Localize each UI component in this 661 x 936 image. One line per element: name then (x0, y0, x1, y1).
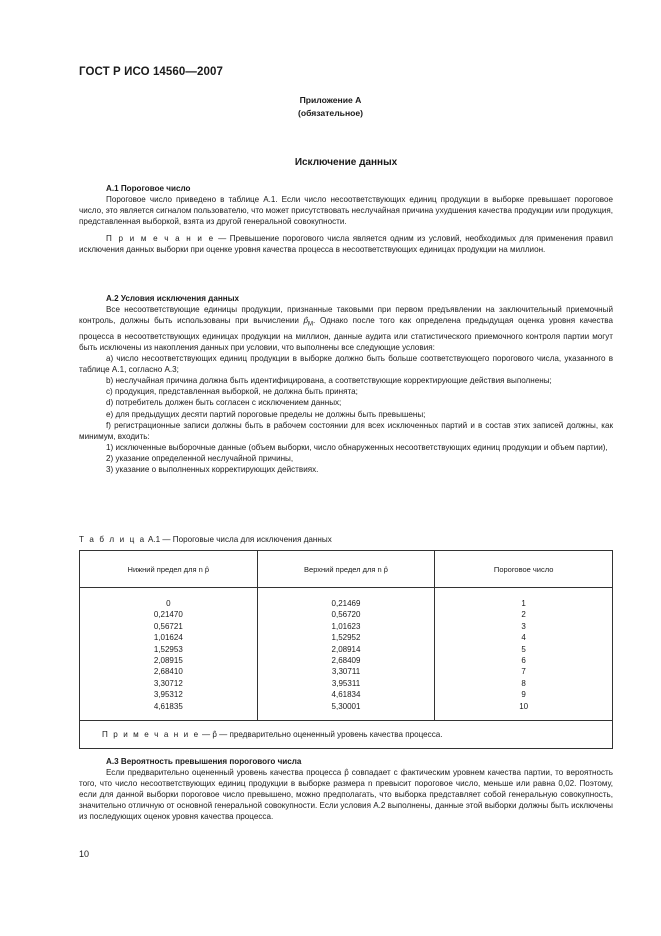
record-item: 2) указание определенной неслучайной причины, (106, 453, 294, 463)
threshold-table (79, 550, 613, 749)
table-row (80, 666, 613, 677)
table-row (80, 678, 613, 689)
section-a3 (79, 756, 613, 823)
table-cell: 1,01624 (80, 632, 258, 643)
condition-item: b) неслучайная причина должна быть идентифицирована, а соответствующие корректирующие действия выполнены; (106, 376, 552, 386)
table-cell: 5 (435, 644, 613, 655)
table-note (80, 721, 613, 749)
table-caption-label: Т а б л и ц а (79, 535, 146, 544)
table-note-label: П р и м е ч а н и е (102, 730, 200, 740)
table-cell: 1,52952 (257, 632, 435, 643)
table-row (80, 644, 613, 655)
section-a2-heading: А.2 Условия исключения данных (106, 294, 240, 303)
table-cell: 3 (435, 621, 613, 632)
table-note-text: — p̂ — предварительно оцененный уровень качества процесса. (199, 730, 443, 740)
section-a3-paragraph: Если предварительно оцененный уровень качества процесса p̂ совпадает с фактическим уровнем качества партии, то вероятность того, что число несоответствующих единиц продукции в выборке размера n превысит пороговое число, меньше или равна 0,02. Поэтому, если для данной выборки пороговое число превышено, можно предполагать, что выборка представляет собой генеральную совокупность, значительно отличную от основной генеральной совокупности. Если условия А.2 выполнены, данные этой выборки должны быть исключены из последующих оценок уровня качества процесса. (79, 768, 613, 822)
paragraph-part-2: . Однако после того как определена предыдущая оценка уровня качества процесса в несоответствующих единицах продукции на миллион, данные аудита или статистического приемочного контроля партии могут быть исключены из накопления данных при условии, что выполнены все следующие условия: (79, 316, 614, 352)
section-a1-heading: А.1 Пороговое число (106, 184, 191, 193)
table-row (80, 689, 613, 700)
column-header-threshold: Пороговое число (435, 551, 613, 588)
table-cell: 0 (80, 588, 258, 610)
table-cell: 2,08915 (80, 655, 258, 666)
table-cell: 0,21470 (80, 609, 258, 620)
table-cell: 1,01623 (257, 621, 435, 632)
table-cell: 9 (435, 689, 613, 700)
table-cell: 0,56721 (80, 621, 258, 632)
section-a3-heading: А.3 Вероятность превышения порогового числа (106, 757, 302, 766)
condition-item: d) потребитель должен быть согласен с исключением данных; (106, 398, 342, 408)
condition-item: f) регистрационные записи должны быть в рабочем состоянии для всех исключенных партий и в состав этих записей должны, как минимум, входить: (79, 420, 613, 441)
table-cell: 3,95312 (80, 689, 258, 700)
section-a2 (79, 293, 613, 475)
section-a1-note (79, 233, 613, 255)
table-row (80, 609, 613, 620)
table-cell: 4,61834 (257, 689, 435, 700)
column-header-lower: Нижний предел для n p̂ (80, 551, 258, 588)
table-cell: 2,68409 (257, 655, 435, 666)
table-cell: 4 (435, 632, 613, 643)
table-cell: 3,30712 (80, 678, 258, 689)
table-cell: 4,61835 (80, 701, 258, 721)
appendix-label: Приложение А (299, 95, 362, 105)
p-hat-subscript: M (308, 321, 314, 328)
section-a2-paragraph (79, 304, 613, 353)
table-cell: 1,52953 (80, 644, 258, 655)
table-cell: 6 (435, 655, 613, 666)
record-item: 1) исключенные выборочные данные (объем выборки, число обнаруженных несоответствующих единиц продукции и объем партии), (106, 442, 608, 452)
p-hat-symbol: p̂ (303, 316, 309, 326)
table-row (80, 588, 613, 610)
table-row (80, 632, 613, 643)
condition-item: e) для предыдущих десяти партий пороговые пределы не должны быть превышены; (106, 409, 426, 419)
page-number: 10 (79, 849, 90, 859)
paragraph-part-1: Все несоответствующие единицы продукции, признанные таковыми при первом предъявлении на заключительный приемочный контроль, должны быть использованы при вычислении (79, 305, 613, 326)
condition-item: c) продукция, представленная выборкой, не должна быть принята; (106, 387, 358, 397)
table-row (80, 701, 613, 721)
table-row (80, 655, 613, 666)
table-cell: 10 (435, 701, 613, 721)
table-cell: 8 (435, 678, 613, 689)
table-cell: 2,68410 (80, 666, 258, 677)
section-a1 (79, 183, 613, 256)
table-cell: 2,08914 (257, 644, 435, 655)
table-header-row (80, 551, 613, 588)
appendix-type: (обязательное) (297, 108, 364, 118)
table-note-row (80, 721, 613, 749)
table-cell: 5,30001 (257, 701, 435, 721)
table-cell: 0,21469 (257, 588, 435, 610)
table-caption (79, 535, 332, 544)
table-row (80, 621, 613, 632)
section-title: Исключение данных (294, 157, 398, 168)
table-caption-text: А.1 — Пороговые числа для исключения данных (145, 535, 332, 544)
condition-item: a) число несоответствующих единиц продукции в выборке должно быть больше соответствующего порогового числа, указанного в таблице А.1, согласно А.3; (79, 354, 613, 375)
table-cell: 3,95311 (257, 678, 435, 689)
table-cell: 3,30711 (257, 666, 435, 677)
section-a1-paragraph: Пороговое число приведено в таблице А.1. Если число несоответствующих единиц продукции в выборке превышает пороговое число, это является сигналом пользователю, что может присутствовать неслучайная причина ухудшения качества продукции или продукция, представленная выборкой, взята из другой генеральной совокупности. (79, 195, 613, 227)
column-header-upper: Верхний предел для n p̂ (257, 551, 435, 588)
table-cell: 7 (435, 666, 613, 677)
table-cell: 1 (435, 588, 613, 610)
document-header: ГОСТ Р ИСО 14560—2007 (79, 66, 224, 78)
table-cell: 0,56720 (257, 609, 435, 620)
table-cell: 2 (435, 609, 613, 620)
note-label: П р и м е ч а н и е (106, 234, 215, 244)
record-item: 3) указание о выполненных корректирующих действиях. (106, 465, 319, 475)
note-text: — Превышение порогового числа является одним из условий, необходимых для применения правил исключения данных выборки при оценке уровня качества процесса в несоответствующих единицах продукции на миллион. (79, 234, 613, 255)
